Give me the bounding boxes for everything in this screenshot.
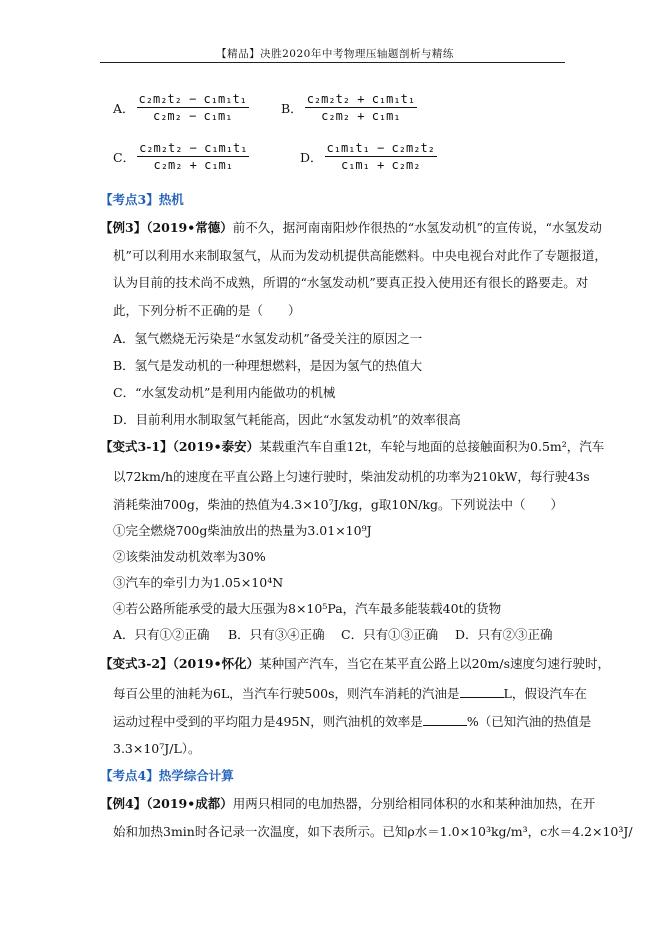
example-3-option-b: B．氢气是发动机的一种理想燃料，是因为氢气的热值大 [113, 358, 423, 373]
numerator: c₂m₂t₂ + c₁m₁t₁ [306, 92, 416, 106]
variant-source: （2019•泰安） [172, 439, 260, 454]
variant-tag: 【变式3-1】 [100, 439, 173, 454]
variant-3-1-line-2: 以72km/h的速度在平直公路上匀速行驶时，柴油发动机的功率为210kW，每行驶43s [113, 469, 590, 484]
example-text: 用两只相同的电加热器，分别给相同体积的水和某种油加热，在开 [232, 796, 596, 811]
denominator: c₂m₂ + c₁m₁ [321, 109, 401, 123]
variant-text: 运动过程中受到的平均阻力是495N，则汽油机的效率是 [113, 714, 423, 729]
variant-3-1-line-1 [100, 437, 604, 455]
example-tag: 【例4】 [100, 796, 147, 811]
denominator: c₂m₂ − c₁m₁ [152, 109, 233, 123]
example-3-line-3: 认为目前的技术尚不成熟，所谓的“水氢发动机”要真正投入使用还有很长的路要走。对 [113, 275, 589, 290]
variant-3-1-choice-d: D．只有②③正确 [455, 627, 553, 642]
example-3-line-2: 机”可以利用水来制取氢气，从而为发动机提供高能燃料。中央电视台对此作了专题报道， [113, 248, 607, 263]
variant-3-2-line-4: 3.3×10⁷J/L）。 [113, 741, 201, 756]
section-heading-3: 【考点3】热机 [100, 192, 184, 207]
option-letter: B． [281, 100, 303, 116]
fraction [305, 92, 417, 123]
variant-3-1-choice-a: A．只有①②正确 [113, 627, 210, 642]
variant-3-2-line-3 [113, 712, 591, 730]
variant-3-1-choice-b: B．只有③④正确 [228, 627, 325, 642]
example-3-option-d: D．目前利用水制取氢气耗能高，因此“水氢发动机”的效率很高 [113, 412, 461, 427]
fraction [137, 92, 249, 123]
option-letter: C． [113, 149, 136, 165]
example-3-option-c: C．“水氢发动机”是利用内能做功的机械 [113, 385, 336, 400]
section-heading-4: 【考点4】热学综合计算 [100, 768, 234, 783]
answer-blank[interactable] [460, 685, 504, 698]
variant-3-2-line-1 [100, 654, 610, 672]
variant-text: 某载重汽车自重12t，车轮与地面的总接触面积为0.5m²，汽车 [259, 439, 605, 454]
variant-source: （2019•怀化） [172, 656, 260, 671]
fraction [137, 141, 249, 172]
numerator: c₂m₂t₂ − c₁m₁t₁ [139, 141, 248, 155]
example-text: 前不久，据河南南阳炒作很热的“水氢发动机”的宣传说，“水氢发动 [232, 220, 602, 235]
variant-3-2-line-2 [113, 684, 587, 702]
option-b [281, 92, 417, 123]
numerator: c₂m₂t₂ − c₁m₁t₁ [138, 92, 247, 106]
example-tag: 【例3】 [100, 220, 147, 235]
variant-3-1-item-1: ①完全燃烧700g柴油放出的热量为3.01×10⁹J [113, 523, 372, 538]
example-3-option-a: A．氢气燃烧无污染是“水氢发动机”备受关注的原因之一 [113, 331, 423, 346]
variant-tag: 【变式3-2】 [100, 656, 173, 671]
variant-text: L，假设汽车在 [503, 686, 587, 701]
fraction [325, 141, 437, 172]
numerator: c₁m₁t₁ − c₂m₂t₂ [326, 141, 435, 155]
example-4-line-1 [100, 794, 595, 812]
header-divider [100, 62, 565, 63]
option-letter: A． [113, 100, 135, 116]
option-a [113, 92, 249, 123]
variant-3-1-choice-c: C．只有①③正确 [341, 627, 439, 642]
variant-3-1-item-2: ②该柴油发动机效率为30% [113, 549, 266, 564]
variant-3-1-item-3: ③汽车的牵引力为1.05×10⁴N [113, 575, 284, 590]
example-4-line-2: 始和加热3min时各记录一次温度，如下表所示。已知ρ水＝1.0×10³kg/m³，c水＝4.2×10³J/ [113, 824, 633, 839]
variant-3-1-line-3: 消耗柴油700g，柴油的热值为4.3×10⁷J/kg，g取10N/kg。下列说法中（ ） [113, 497, 564, 512]
example-3-line-1 [100, 218, 602, 236]
variant-text: 每百公里的油耗为6L，当汽车行驶500s，则汽车消耗的汽油是 [113, 686, 460, 701]
example-source: （2019•成都） [146, 796, 233, 811]
variant-text: 某种国产汽车，当它在某平直公路上以20m/s速度匀速行驶时， [259, 656, 611, 671]
option-letter: D． [300, 149, 323, 165]
denominator: c₂m₂ + c₁m₁ [153, 158, 233, 172]
example-source: （2019•常德） [146, 220, 233, 235]
example-3-line-4: 此，下列分析不正确的是（ ） [113, 303, 301, 318]
option-c [113, 141, 249, 172]
variant-3-1-item-4: ④若公路所能承受的最大压强为8×10⁵Pa，汽车最多能装载40t的货物 [113, 601, 502, 616]
variant-text: %（已知汽油的热值是 [466, 714, 592, 729]
option-d [300, 141, 437, 172]
page-header: 【精品】决胜2020年中考物理压轴题剖析与精练 [216, 48, 454, 60]
denominator: c₁m₁ + c₂m₂ [340, 158, 421, 172]
answer-blank[interactable] [423, 713, 467, 726]
